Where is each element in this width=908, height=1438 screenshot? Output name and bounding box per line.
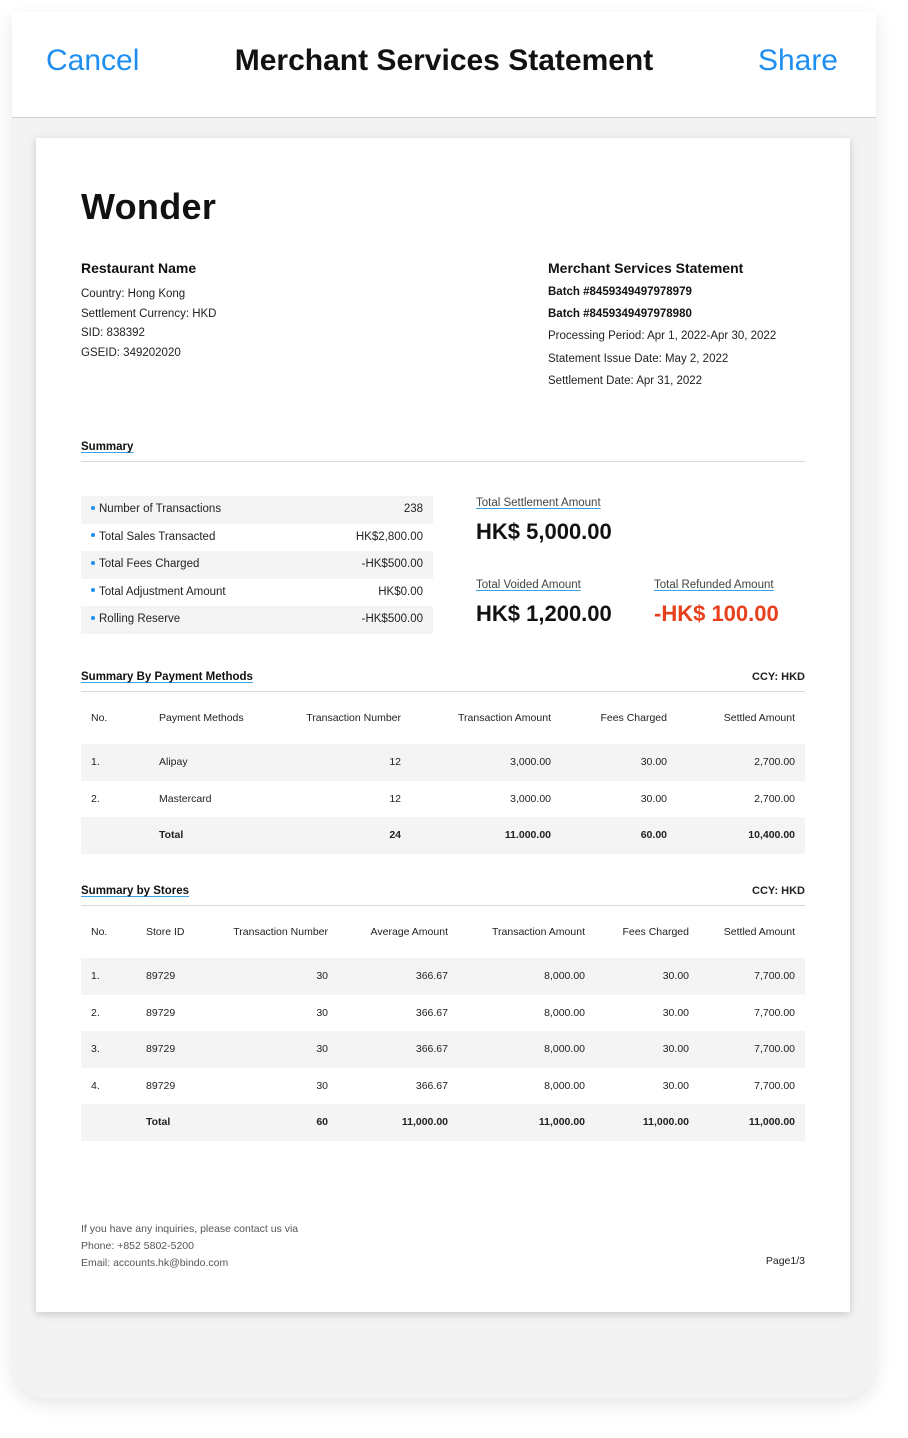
- table-cell: Mastercard: [159, 792, 212, 805]
- kpi-label: Total Voided Amount: [476, 579, 581, 591]
- stores-table: [81, 906, 805, 1141]
- table-cell: 8,000.00: [449, 958, 586, 995]
- table-row: [81, 958, 805, 995]
- contact-footer: [81, 1221, 298, 1272]
- table-cell: 30.00: [640, 792, 667, 805]
- column-header: Settled Amount: [723, 712, 795, 724]
- column-header: Fees Charged: [622, 926, 689, 938]
- table-cell: 30: [316, 1079, 328, 1092]
- table-cell: 7,700.00: [754, 1079, 795, 1092]
- table-cell: 11,000.00: [329, 1104, 449, 1141]
- table-cell: 10,400.00: [668, 817, 805, 854]
- table-cell: 7,700.00: [690, 958, 805, 995]
- summary-title: Summary: [81, 441, 134, 453]
- table-cell: 1.: [81, 958, 145, 995]
- table-row: [81, 1031, 805, 1068]
- table-cell: 366.67: [329, 1031, 449, 1068]
- total-voided: [476, 579, 612, 627]
- column-header: No.: [91, 926, 108, 938]
- table-cell: 89729: [145, 958, 209, 995]
- table-total-row: [81, 817, 805, 854]
- kpi-value: HK$ 5,000.00: [476, 519, 612, 544]
- table-cell: 30.00: [662, 1079, 689, 1092]
- column-header: Fees Charged: [600, 712, 667, 724]
- summary-row-label: Total Fees Charged: [91, 558, 199, 570]
- contact-phone: Phone: +852 5802-5200: [81, 1240, 194, 1252]
- total-refunded: [654, 579, 779, 627]
- table-cell: [81, 817, 158, 854]
- processing-period: Processing Period: Apr 1, 2022-Apr 30, 2022: [548, 330, 777, 342]
- contact-note: If you have any inquiries, please contact us via: [81, 1223, 299, 1235]
- column-header: Settled Amount: [723, 926, 795, 938]
- page-number: Page1/3: [765, 1255, 805, 1267]
- kpi-label: Total Refunded Amount: [654, 579, 774, 591]
- table-cell: 8,000.00: [544, 1079, 585, 1092]
- currency-label: CCY: HKD: [752, 885, 805, 897]
- contact-email: Email: accounts.hk@bindo.com: [81, 1257, 229, 1269]
- batch-number: Batch #8459349497978979: [548, 286, 692, 298]
- issue-date: Statement Issue Date: May 2, 2022: [548, 352, 729, 365]
- table-cell: 30.00: [586, 1031, 690, 1068]
- summary-row-value: HK$2,800.00: [355, 530, 423, 543]
- summary-row-label: Total Sales Transacted: [91, 531, 215, 543]
- table-total-row: [81, 1104, 805, 1141]
- merchant-info: [81, 260, 381, 363]
- table-cell: 24: [278, 817, 402, 854]
- summary-row-label: Number of Transactions: [91, 503, 221, 515]
- brand-logo: Wonder: [81, 186, 217, 227]
- table-header: [81, 692, 805, 744]
- table-cell: 2,700.00: [668, 744, 805, 781]
- table-cell: 3,000.00: [510, 792, 551, 805]
- table-cell: 2.: [91, 792, 100, 805]
- share-button[interactable]: Share: [757, 44, 838, 77]
- payment-methods-title: Summary By Payment Methods: [81, 671, 253, 683]
- table-cell: 12: [278, 744, 402, 781]
- summary-row-value: -HK$500.00: [361, 558, 423, 570]
- merchant-sid: SID: 838392: [81, 327, 145, 339]
- table-cell: 12: [389, 792, 401, 805]
- column-header: Store ID: [146, 926, 185, 938]
- batch-number: Batch #8459349497978980: [548, 308, 692, 320]
- table-cell: 2.: [91, 1006, 100, 1019]
- table-cell: 11,000.00: [449, 1104, 586, 1141]
- column-header: Transaction Amount: [492, 926, 585, 938]
- table-cell: [81, 1104, 145, 1141]
- summary-row-value: 238: [403, 503, 423, 515]
- table-cell: 3.: [81, 1031, 145, 1068]
- column-header: Transaction Number: [306, 712, 401, 724]
- table-cell: Alipay: [158, 744, 278, 781]
- summary-row: [81, 579, 433, 607]
- table-cell: 89729: [146, 1006, 176, 1019]
- column-header: Transaction Amount: [458, 712, 551, 724]
- divider: [81, 461, 805, 462]
- currency-label: CCY: HKD: [752, 671, 805, 683]
- statement-heading: Merchant Services Statement: [548, 260, 744, 276]
- table-cell: 89729: [145, 1031, 209, 1068]
- table-cell: 1.: [81, 744, 158, 781]
- table-cell: 11,000.00: [690, 1104, 805, 1141]
- table-cell: 8,000.00: [544, 1006, 585, 1019]
- total-settlement: [476, 497, 612, 545]
- table-cell: 8,000.00: [449, 1031, 586, 1068]
- table-cell: 4.: [91, 1079, 100, 1092]
- table-row: [81, 744, 805, 781]
- table-cell: Total: [145, 1104, 209, 1141]
- table-row: [81, 995, 805, 1032]
- table-cell: 30: [209, 1031, 329, 1068]
- summary-row-value: HK$0.00: [378, 585, 423, 598]
- table-cell: Total: [158, 817, 278, 854]
- merchant-currency: Settlement Currency: HKD: [81, 307, 217, 320]
- table-cell: 60: [209, 1104, 329, 1141]
- table-cell: 30.00: [586, 958, 690, 995]
- table-cell: 11.000.00: [402, 817, 552, 854]
- table-cell: 30: [316, 1006, 328, 1019]
- settlement-date: Settlement Date: Apr 31, 2022: [548, 375, 703, 387]
- summary-row: [81, 551, 433, 579]
- table-cell: 366.67: [329, 958, 449, 995]
- summary-row-label: Total Adjustment Amount: [91, 586, 226, 598]
- merchant-country: Country: Hong Kong: [81, 288, 186, 300]
- navigation-bar: [12, 12, 876, 118]
- kpi-label: Total Settlement Amount: [476, 497, 601, 509]
- page-title: Merchant Services Statement: [234, 44, 654, 77]
- summary-row-label: Rolling Reserve: [91, 613, 180, 625]
- table-row: [81, 781, 805, 818]
- summary-row: [81, 524, 433, 552]
- column-header: No.: [91, 712, 108, 724]
- statement-info: [548, 260, 838, 393]
- kpi-value: -HK$ 100.00: [654, 601, 779, 626]
- table-cell: 30.00: [662, 1006, 689, 1019]
- table-row: [81, 1068, 805, 1105]
- table-cell: 30: [209, 958, 329, 995]
- column-header: Transaction Number: [233, 926, 328, 938]
- table-cell: 366.67: [415, 1079, 448, 1092]
- summary-row: [81, 496, 433, 524]
- kpi-value: HK$ 1,200.00: [476, 601, 612, 626]
- table-cell: 11,000.00: [586, 1104, 690, 1141]
- summary-row-value: -HK$500.00: [361, 613, 423, 625]
- merchant-name: Restaurant Name: [81, 260, 197, 276]
- payment-methods-table: [81, 692, 805, 854]
- table-cell: 89729: [146, 1079, 176, 1092]
- statement-document: [36, 138, 850, 1312]
- table-cell: 7,700.00: [754, 1006, 795, 1019]
- summary-row: [81, 606, 433, 634]
- merchant-gseid: GSEID: 349202020: [81, 346, 181, 359]
- table-cell: 366.67: [415, 1006, 448, 1019]
- table-cell: 2,700.00: [754, 792, 795, 805]
- table-header: [81, 906, 805, 958]
- summary-table: [81, 496, 433, 634]
- table-cell: 60.00: [552, 817, 668, 854]
- stores-title: Summary by Stores: [81, 885, 190, 897]
- table-cell: 30.00: [552, 744, 668, 781]
- table-cell: 7,700.00: [690, 1031, 805, 1068]
- column-header: Payment Methods: [159, 712, 244, 724]
- column-header: Average Amount: [370, 926, 448, 938]
- cancel-button[interactable]: Cancel: [46, 44, 140, 77]
- app-window: [12, 12, 876, 1398]
- table-cell: 3,000.00: [402, 744, 552, 781]
